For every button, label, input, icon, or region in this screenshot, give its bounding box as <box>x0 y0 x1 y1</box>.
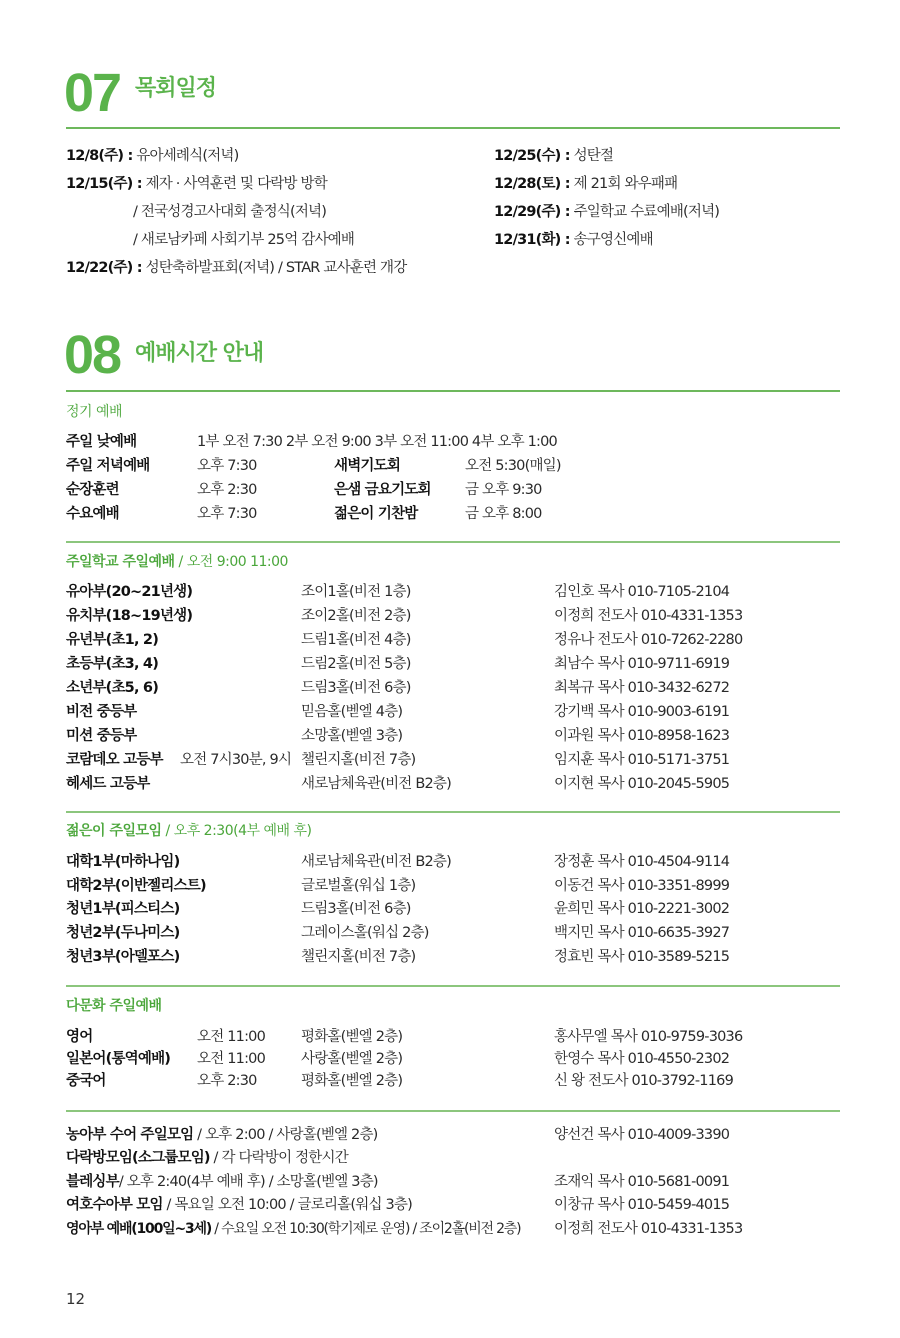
dept-time: 오후 2:30 <box>197 1073 257 1089</box>
gathering-item: 블레싱부/ 오후 2:40(4부 예배 후) / 소망홀(벧엘 3층) <box>66 1174 378 1190</box>
dept-name: 중국어 <box>66 1073 106 1089</box>
schedule-item: / 새로남카페 사회기부 25억 감사예배 <box>133 232 355 248</box>
worship-name: 은샘 금요기도회 <box>334 482 431 498</box>
dept-contact: 윤희민 목사 010-2221-3002 <box>554 901 730 917</box>
dept-contact: 신 왕 전도사 010-3792-1169 <box>554 1073 734 1089</box>
worship-time: 1부 오전 7:30 2부 오전 9:00 3부 오전 11:00 4부 오후 1:00 <box>197 434 557 450</box>
dept-place: 드림1홀(비전 4층) <box>301 632 411 648</box>
gathering-item: 농아부 수어 주일모임 / 오후 2:00 / 사랑홀(벧엘 2층) <box>66 1127 378 1143</box>
dept-place: 평화홀(벧엘 2층) <box>301 1073 403 1089</box>
dept-place: 소망홀(벧엘 3층) <box>301 728 403 744</box>
schedule-item: 12/8(주) : 유아세례식(저녁) <box>66 148 239 164</box>
dept-name: 청년3부(아델포스) <box>66 949 180 965</box>
divider <box>66 985 840 987</box>
worship-name: 수요예배 <box>66 506 119 522</box>
dept-name: 대학2부(이반젤리스트) <box>66 878 206 894</box>
dept-place: 드림3홀(비전 6층) <box>301 680 411 696</box>
schedule-item: / 전국성경고사대회 출정식(저녁) <box>133 204 327 220</box>
dept-name: 미션 중등부 <box>66 728 137 744</box>
worship-name: 새벽기도회 <box>334 458 401 474</box>
gathering-item: 영아부 예배(100일~3세) / 수요일 오전 10:30(학기제로 운영) / 조이2홀(비전 2층) <box>66 1221 521 1237</box>
dept-place: 챌린지홀(비전 7층) <box>301 949 416 965</box>
dept-time: 오전 11:00 <box>197 1029 266 1045</box>
dept-contact: 정유나 전도사 010-7262-2280 <box>554 632 743 648</box>
section-08-title: 예배시간 안내 <box>135 341 264 366</box>
worship-time: 오후 7:30 <box>197 506 257 522</box>
dept-name: 일본어(통역예배) <box>66 1051 171 1067</box>
dept-name: 청년1부(피스티스) <box>66 901 180 917</box>
dept-name: 유년부(초1, 2) <box>66 632 159 648</box>
dept-contact: 최남수 목사 010-9711-6919 <box>554 656 730 672</box>
schedule-item: 12/31(화) : 송구영신예배 <box>494 232 653 248</box>
dept-contact: 이지현 목사 010-2045-5905 <box>554 776 730 792</box>
dept-contact: 김인호 목사 010-7105-2104 <box>554 584 730 600</box>
schedule-item: 12/22(주) : 성탄축하발표회(저녁) / STAR 교사훈련 개강 <box>66 260 407 276</box>
worship-name: 젊은이 기찬밤 <box>334 506 418 522</box>
section-07-number: 07 <box>64 63 121 123</box>
worship-name: 주일 저녁예배 <box>66 458 150 474</box>
schedule-item: 12/15(주) : 제자 · 사역훈련 및 다락방 방학 <box>66 176 327 192</box>
dept-name: 유치부(18~19년생) <box>66 608 193 624</box>
dept-name: 대학1부(마하나임) <box>66 854 180 870</box>
dept-place: 조이1홀(비전 1층) <box>301 584 411 600</box>
dept-contact: 이정희 전도사 010-4331-1353 <box>554 608 743 624</box>
dept-name: 비전 중등부 <box>66 704 137 720</box>
dept-contact: 최복규 목사 010-3432-6272 <box>554 680 730 696</box>
dept-contact: 임지훈 목사 010-5171-3751 <box>554 752 730 768</box>
dept-name: 초등부(초3, 4) <box>66 656 159 672</box>
dept-name: 소년부(초5, 6) <box>66 680 159 696</box>
gathering-item: 여호수아부 모임 / 목요일 오전 10:00 / 글로리홀(워십 3층) <box>66 1197 412 1213</box>
section-08-divider <box>66 390 840 392</box>
dept-extra-time: 오전 7시30분, 9시 <box>180 752 292 768</box>
worship-name: 주일 낮예배 <box>66 434 137 450</box>
sunday-school-heading: 주일학교 주일예배 / 오전 9:00 11:00 <box>66 554 288 570</box>
schedule-item: 12/28(토) : 제 21회 와우패패 <box>494 176 678 192</box>
divider <box>66 811 840 813</box>
dept-contact: 한영수 목사 010-4550-2302 <box>554 1051 730 1067</box>
dept-place: 그레이스홀(워십 2층) <box>301 925 429 941</box>
regular-worship-heading: 정기 예배 <box>66 404 123 420</box>
gathering-contact: 이창규 목사 010-5459-4015 <box>554 1197 730 1213</box>
dept-place: 믿음홀(벧엘 4층) <box>301 704 403 720</box>
dept-name: 청년2부(두나미스) <box>66 925 180 941</box>
dept-name: 유아부(20~21년생) <box>66 584 193 600</box>
dept-contact: 강기백 목사 010-9003-6191 <box>554 704 730 720</box>
divider <box>66 541 840 543</box>
dept-time: 오전 11:00 <box>197 1051 266 1067</box>
gathering-contact: 양선건 목사 010-4009-3390 <box>554 1127 730 1143</box>
schedule-item: 12/25(수) : 성탄절 <box>494 148 614 164</box>
dept-name: 영어 <box>66 1029 93 1045</box>
dept-place: 챌린지홀(비전 7층) <box>301 752 416 768</box>
dept-contact: 정효빈 목사 010-3589-5215 <box>554 949 730 965</box>
dept-place: 사랑홀(벧엘 2층) <box>301 1051 403 1067</box>
dept-place: 새로남체육관(비전 B2층) <box>301 854 451 870</box>
dept-place: 글로벌홀(워십 1층) <box>301 878 416 894</box>
gathering-item: 다락방모임(소그룹모임) / 각 다락방이 정한시간 <box>66 1150 348 1166</box>
worship-time: 오후 7:30 <box>197 458 257 474</box>
dept-contact: 이동건 목사 010-3351-8999 <box>554 878 730 894</box>
gathering-contact: 조재익 목사 010-5681-0091 <box>554 1174 730 1190</box>
worship-name: 순장훈련 <box>66 482 119 498</box>
dept-contact: 홍사무엘 목사 010-9759-3036 <box>554 1029 743 1045</box>
section-07-title: 목회일정 <box>135 76 217 101</box>
dept-contact: 장정훈 목사 010-4504-9114 <box>554 854 730 870</box>
dept-contact: 백지민 목사 010-6635-3927 <box>554 925 730 941</box>
dept-place: 드림2홀(비전 5층) <box>301 656 411 672</box>
schedule-item: 12/29(주) : 주일학교 수료예배(저녁) <box>494 204 720 220</box>
dept-place: 조이2홀(비전 2층) <box>301 608 411 624</box>
worship-time: 금 오후 9:30 <box>465 482 542 498</box>
dept-name: 코람데오 고등부 <box>66 752 163 768</box>
worship-time: 오전 5:30(매일) <box>465 458 561 474</box>
multicultural-heading: 다문화 주일예배 <box>66 998 162 1014</box>
page-number: 12 <box>66 1290 86 1308</box>
gathering-contact: 이정희 전도사 010-4331-1353 <box>554 1221 743 1237</box>
worship-time: 오후 2:30 <box>197 482 257 498</box>
divider <box>66 1110 840 1112</box>
dept-place: 평화홀(벧엘 2층) <box>301 1029 403 1045</box>
dept-contact: 이과원 목사 010-8958-1623 <box>554 728 730 744</box>
worship-time: 금 오후 8:00 <box>465 506 542 522</box>
youth-heading: 젊은이 주일모임 / 오후 2:30(4부 예배 후) <box>66 823 312 839</box>
section-07-divider <box>66 127 840 129</box>
dept-place: 드림3홀(비전 6층) <box>301 901 411 917</box>
dept-name: 헤세드 고등부 <box>66 776 150 792</box>
section-08-number: 08 <box>64 325 121 385</box>
dept-place: 새로남체육관(비전 B2층) <box>301 776 451 792</box>
